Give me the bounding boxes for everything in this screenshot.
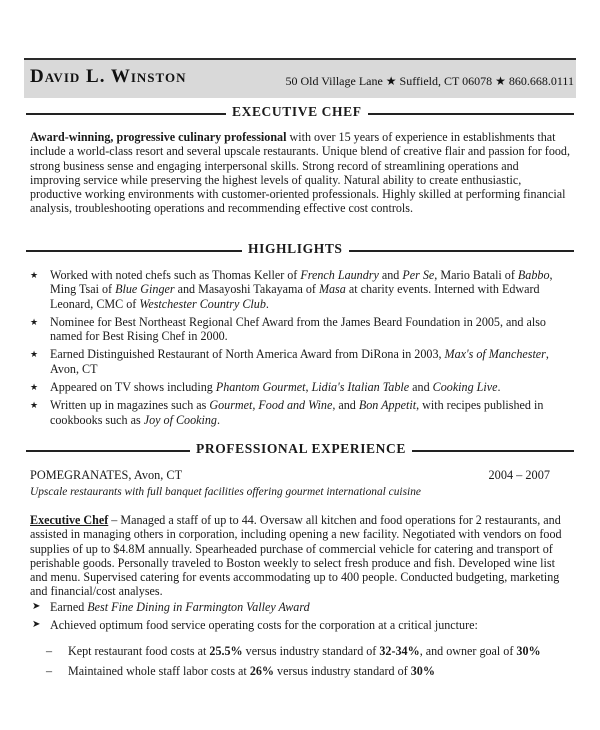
job-description: Executive Chef – Managed a staff of up to 44. Oversaw all kitchen and food operations for 2 restaurants, and assisted in managing others in corporation, including opening a new facility. Negotiated with vendors on food supplies of up to $4.8M annually. Spearheaded purchase of commercial vehicle for catering and transport of perishable goods. Personally traveled to Boston weekly to select fresh produce and fish. Developed wine list and menu. Supervised catering for events accommodating up to 400 people. Conducted budgeting, marketing and financial/cost analyses.: [30, 513, 562, 599]
contact-info: 50 Old Village Lane ★ Suffield, CT 06078 ★ 860.668.0111: [285, 74, 574, 88]
star-bullet-icon: ★: [30, 316, 39, 327]
star-bullet-icon: ★: [30, 382, 39, 393]
arrow-bullet-icon: ➤: [32, 601, 41, 612]
star-bullet-icon: ★: [30, 349, 39, 360]
list-item: – Kept restaurant food costs at 25.5% versus industry standard of 32-34%, and owner goal of 30%: [46, 644, 541, 658]
arrow-bullet-icon: ➤: [32, 619, 41, 631]
header-band: [24, 58, 576, 98]
list-item: ➤ Earned Best Fine Dining in Farmington Valley Award: [32, 600, 310, 614]
highlights-list: [30, 268, 570, 431]
details-list: [46, 644, 566, 685]
star-bullet-icon: ★: [30, 270, 39, 280]
list-item: ★ Appeared on TV shows including Phantom Gourmet, Lidia's Italian Table and Cooking Live.: [30, 380, 501, 395]
job-tagline: Upscale restaurants with full banquet facilities offering gourmet international cuisine: [30, 486, 421, 498]
job-years: 2004 – 2007: [488, 468, 550, 482]
summary-paragraph: [30, 130, 570, 216]
section-title-experience: PROFESSIONAL EXPERIENCE: [190, 441, 412, 457]
job-role: Executive Chef: [30, 513, 109, 527]
list-item: ★ Worked with noted chefs such as Thomas Keller of French Laundry and Per Se, Mario Batali of Babbo, Ming Tsai of Blue Ginger and Masayoshi Takayama of Masa at charity events. Interned with Edward Leonard, CMC of Westchester Country Club.: [30, 268, 553, 311]
star-bullet-icon: ★: [30, 400, 39, 411]
summary-body: with over 15 years of experience in establishments that include a world-class resort and several upscale restaurants. Unique blend of creative flair and passion for food, strong business sense and engaging interpersonal skills. Strong record of streamlining operations and improving service while preserving the highest levels of quality. Natural ability to create enthusiastic, productive working environments with customer-oriented professionals. Highly skilled at performing financial analysis, troubleshooting operations and recommending effective cost controls.: [30, 130, 570, 216]
list-item: ★ Nominee for Best Northeast Regional Chef Award from the James Beard Foundation in 2005, and also named for Best Rising Chef in 2000.: [30, 314, 546, 344]
section-title-executive-chef: EXECUTIVE CHEF: [226, 104, 368, 120]
employer: POMEGRANATES, Avon, CT: [30, 468, 183, 482]
summary-lead: Award-winning, progressive culinary professional: [30, 130, 287, 144]
candidate-name: David L. Winston: [30, 66, 187, 87]
list-item: ★ Earned Distinguished Restaurant of North America Award from DiRona in 2003, Max's of Manchester, Avon, CT: [30, 347, 549, 376]
list-item: – Maintained whole staff labor costs at 26% versus industry standard of 30%: [46, 664, 435, 679]
list-item: ★ Written up in magazines such as Gourmet, Food and Wine, and Bon Appetit, with recipes published in cookbooks such as Joy of Cooking.: [30, 398, 544, 427]
list-item: ➤ Achieved optimum food service operating costs for the corporation at a critical juncture:: [32, 618, 478, 633]
achievements-list: [30, 600, 570, 637]
section-title-highlights: HIGHLIGHTS: [242, 241, 349, 257]
job-header: [30, 468, 550, 483]
